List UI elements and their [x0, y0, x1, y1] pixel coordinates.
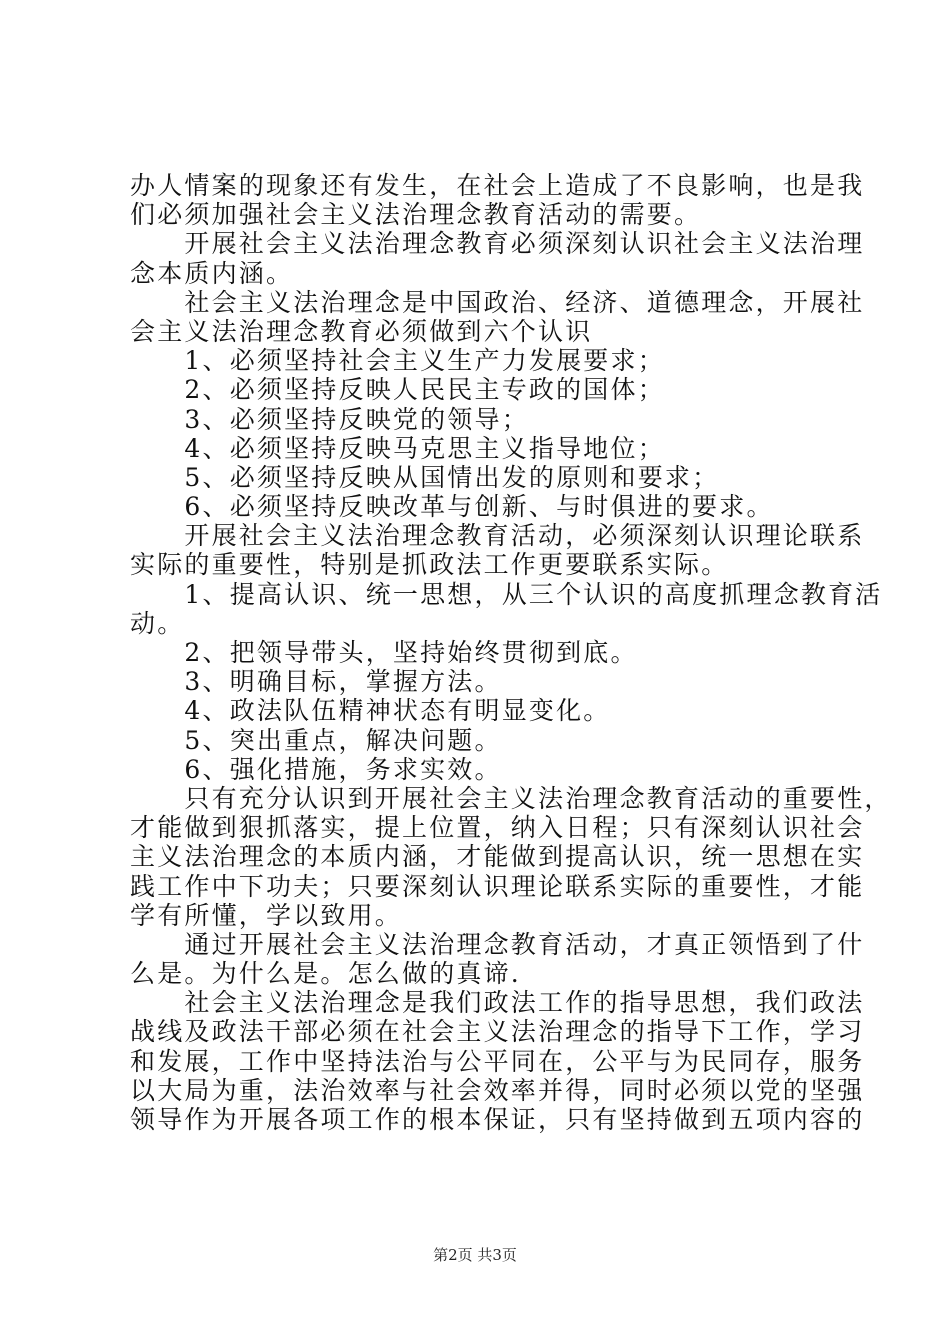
- text-line: 主义法治理念的本质内涵，才能做到提高认识，统一思想在实: [130, 842, 865, 872]
- text-line: 才能做到狠抓落实，提上位置，纳入日程；只有深刻认识社会: [130, 813, 865, 843]
- text-line: 动。: [130, 608, 185, 638]
- text-line: 办人情案的现象还有发生，在社会上造成了不良影响，也是我: [130, 171, 865, 200]
- text-line: 会主义法治理念教育必须做到六个认识: [130, 316, 593, 346]
- text-line: 通过开展社会主义法治理念教育活动，才真正领悟到了什: [130, 929, 865, 959]
- text-line: 4、政法队伍精神状态有明显变化。: [130, 696, 611, 726]
- text-line: 6、强化措施，务求实效。: [130, 754, 502, 784]
- text-line: 开展社会主义法治理念教育活动，必须深刻认识理论联系: [130, 521, 865, 551]
- text-line: 5、必须坚持反映从国情出发的原则和要求；: [130, 462, 720, 492]
- text-line: 实际的重要性，特别是抓政法工作更要联系实际。: [130, 550, 729, 580]
- text-line: 念本质内涵。: [130, 258, 294, 288]
- page-footer: 第2页 共3页: [433, 1246, 517, 1264]
- text-line: 开展社会主义法治理念教育必须深刻认识社会主义法治理: [130, 229, 865, 259]
- text-line: 领导作为开展各项工作的根本保证，只有坚持做到五项内容的: [130, 1105, 865, 1134]
- text-line: 么是。为什么是。怎么做的真谛.: [130, 959, 521, 989]
- text-line: 以大局为重，法治效率与社会效率并得，同时必须以党的坚强: [130, 1075, 865, 1105]
- text-line: 3、必须坚持反映党的领导；: [130, 404, 529, 434]
- text-line: 和发展，工作中坚持法治与公平同在，公平与为民同存，服务: [130, 1046, 865, 1076]
- text-line: 践工作中下功夫；只要深刻认识理论联系实际的重要性，才能: [130, 871, 865, 901]
- text-line: 1、提高认识、统一思想，从三个认识的高度抓理念教育活: [130, 579, 883, 609]
- text-line: 2、把领导带头，坚持始终贯彻到底。: [130, 638, 638, 667]
- text-line: 5、突出重点，解决问题。: [130, 725, 502, 755]
- text-line: 社会主义法治理念是我们政法工作的指导思想，我们政法: [130, 988, 865, 1018]
- text-line: 3、明确目标，掌握方法。: [130, 667, 502, 697]
- text-line: 们必须加强社会主义法治理念教育活动的需要。: [130, 200, 702, 230]
- text-line: 1、必须坚持社会主义生产力发展要求；: [130, 346, 665, 376]
- text-line: 4、必须坚持反映马克思主义指导地位；: [130, 433, 665, 463]
- text-line: 战线及政法干部必须在社会主义法治理念的指导下工作，学习: [130, 1017, 865, 1047]
- body-text: [130, 171, 892, 1134]
- text-line: 社会主义法治理念是中国政治、经济、道德理念，开展社: [130, 287, 865, 317]
- text-line: 6、必须坚持反映改革与创新、与时俱进的要求。: [130, 492, 774, 522]
- text-line: 学有所懂，学以致用。: [130, 900, 403, 930]
- text-line: 只有充分认识到开展社会主义法治理念教育活动的重要性，: [130, 783, 892, 813]
- text-line: 2、必须坚持反映人民民主专政的国体；: [130, 375, 665, 405]
